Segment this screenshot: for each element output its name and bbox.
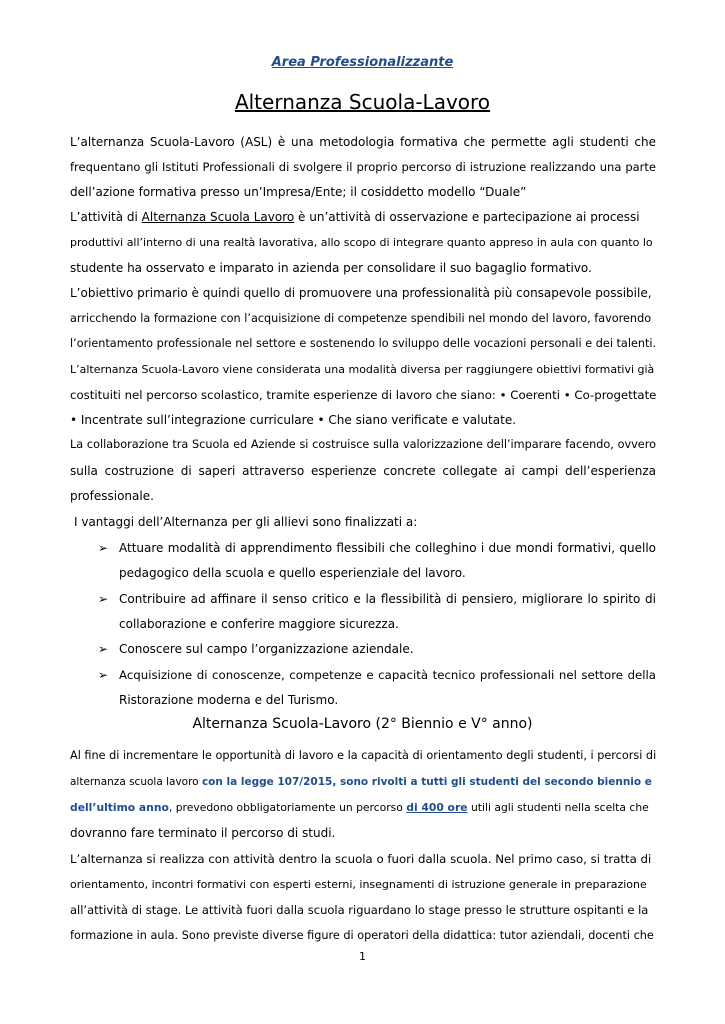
- intro-line-1: L’alternanza Scuola-Lavoro (ASL) è una metodologia formativa che permette agli studenti che: [70, 135, 656, 149]
- intro-line-13: La collaborazione tra Scuola ed Aziende si costruisce sulla valorizzazione dell’imparare facendo, ovvero: [70, 438, 656, 451]
- hours-highlight: di 400 ore: [406, 801, 468, 814]
- bullet-3-line-1: Conoscere sul campo l’organizzazione aziendale.: [119, 642, 414, 656]
- bullet-2-line-1: Contribuire ad affinare il senso critico e la flessibilità di pensiero, migliorare lo spirito di: [119, 592, 656, 606]
- section2-line-2a: alternanza scuola lavoro: [70, 776, 202, 788]
- law-highlight: con la legge 107/2015, sono rivolti a tutti gli studenti del secondo biennio e: [201, 776, 652, 788]
- section2-line-5: L’alternanza si realizza con attività dentro la scuola o fuori dalla scuola. Nel primo caso, si tratta di: [70, 852, 652, 866]
- bullet-arrow-icon: ➢: [98, 592, 109, 606]
- intro-line-5: produttivi all’interno di una realtà lavorativa, allo scopo di integrare quanto appreso in aula con quanto lo: [70, 236, 653, 249]
- section2-line-8: formazione in aula. Sono previste diverse figure di operatori della didattica: tutor aziendali, docenti che: [70, 929, 654, 942]
- intro-line-2: frequentano gli Istituti Professionali di svolgere il proprio percorso di istruzione realizzando una parte: [70, 160, 656, 174]
- intro-line-9: l’orientamento professionale nel settore e sostenendo lo sviluppo delle vocazioni personali e dei talenti.: [70, 337, 657, 350]
- intro-line-11: costituiti nel percorso scolastico, tramite esperienze di lavoro che siano: • Coerenti • Co-progettate: [70, 388, 657, 402]
- intro-line-7: L’obiettivo primario è quindi quello di promuovere una professionalità più consapevole possibile,: [70, 286, 652, 300]
- intro-line-15: professionale.: [70, 489, 154, 503]
- page-title: Alternanza Scuola-Lavoro: [234, 90, 491, 114]
- bullet-arrow-icon: ➢: [98, 541, 109, 555]
- section2-line-4: dovranno fare terminato il percorso di studi.: [70, 826, 336, 840]
- intro-line-3: dell’azione formativa presso un’Impresa/Ente; il cosiddetto modello “Duale”: [70, 185, 527, 199]
- section2-line-1: Al fine di incrementare le opportunità di lavoro e la capacità di orientamento degli studenti, i percorsi di: [70, 749, 657, 762]
- bullet-4-line-1: Acquisizione di conoscenze, competenze e capacità tecnico professionali nel settore della: [119, 668, 656, 682]
- intro-line-8: arricchendo la formazione con l’acquisizione di competenze spendibili nel mondo del lavoro, favorendo: [70, 312, 652, 325]
- bullet-4-line-2: Ristorazione moderna e del Turismo.: [119, 693, 339, 707]
- section2-line-7: all’attività di stage. Le attività fuori dalla scuola riguardano lo stage presso le strutture ospitanti e la: [70, 903, 649, 917]
- section-kicker: Area Professionalizzante: [271, 55, 454, 70]
- section2-line-2: [70, 774, 656, 790]
- page-number: 1: [359, 950, 366, 963]
- intro-line-16: I vantaggi dell’Alternanza per gli allievi sono finalizzati a:: [74, 515, 418, 529]
- section2-line-3b: , prevedono obbligatoriamente un percorso: [168, 801, 407, 814]
- section-heading: Alternanza Scuola-Lavoro (2° Biennio e V° anno): [192, 716, 533, 732]
- bullet-1-line-1: Attuare modalità di apprendimento flessibili che colleghino i due mondi formativi, quello: [119, 541, 656, 555]
- intro-line-10: L’alternanza Scuola-Lavoro viene considerata una modalità diversa per raggiungere obiettivi formativi già: [70, 363, 655, 376]
- intro-line-4c: è un’attività di osservazione e partecipazione ai processi: [294, 210, 640, 224]
- intro-line-4a: L’attività di: [70, 210, 142, 224]
- section2-line-6: orientamento, incontri formativi con esperti esterni, insegnamenti di istruzione generale in preparazione: [70, 878, 647, 891]
- bullet-arrow-icon: ➢: [98, 668, 109, 682]
- bullet-arrow-icon: ➢: [98, 642, 109, 656]
- intro-line-14: sulla costruzione di saperi attraverso esperienze concrete collegate ai campi dell’esperienza: [70, 464, 656, 478]
- last-year-highlight: dell’ultimo anno: [70, 801, 169, 814]
- bullet-1-line-2: pedagogico della scuola e quello esperienziale del lavoro.: [119, 566, 466, 580]
- asl-underlined: Alternanza Scuola Lavoro: [141, 210, 295, 224]
- intro-line-6: studente ha osservato e imparato in azienda per consolidare il suo bagaglio formativo.: [70, 261, 592, 275]
- intro-line-4: [70, 209, 656, 225]
- section2-line-3: [70, 800, 656, 816]
- intro-line-12: • Incentrate sull’integrazione curriculare • Che siano verificate e valutate.: [70, 413, 517, 427]
- section2-line-3d: utili agli studenti nella scelta che: [467, 801, 649, 814]
- bullet-2-line-2: collaborazione e conferire maggiore sicurezza.: [119, 617, 399, 631]
